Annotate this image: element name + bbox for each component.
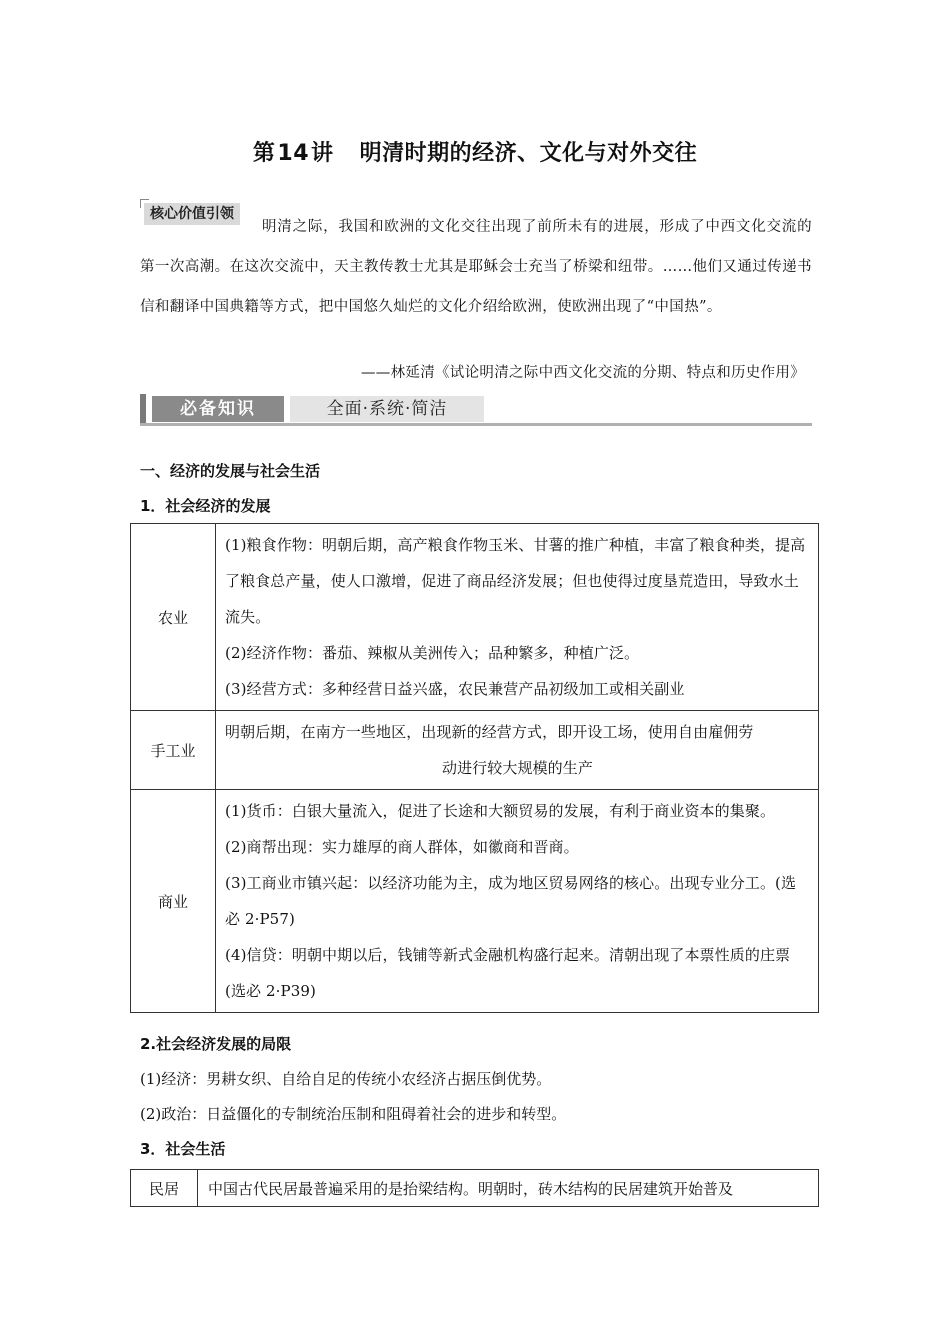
list-item: (4)信贷：明朝中期以后，钱铺等新式金融机构盛行起来。清朝出现了本票性质的庄票(选必 2·P39)	[225, 946, 791, 1000]
table-row	[131, 1170, 819, 1207]
list-item: (2)商帮出现：实力雄厚的商人群体，如徽商和晋商。	[225, 838, 579, 856]
social-life-table	[130, 1169, 819, 1207]
row-label: 民居	[131, 1170, 198, 1207]
table-row	[131, 711, 819, 790]
row-content: 中国古代民居最普遍采用的是抬梁结构。明朝时，砖木结构的民居建筑开始普及	[198, 1170, 819, 1207]
title-number: 14	[277, 141, 310, 166]
banner-bar	[140, 394, 146, 426]
list-item: (1)粮食作物：明朝后期，高产粮食作物玉米、甘薯的推广种植，丰富了粮食种类，提高了粮食总产量，使人口激增，促进了商品经济发展；但也使得过度垦荒造田，导致水土流失。	[225, 536, 806, 626]
banner-rule	[140, 423, 812, 426]
title-text: 明清时期的经济、文化与对外交往	[359, 141, 698, 166]
page-title	[0, 136, 950, 167]
limit-politics: (2)政治：日益僵化的专制统治压制和阻碍着社会的进步和转型。	[140, 1105, 567, 1123]
section-heading: 一、经济的发展与社会生活	[140, 462, 321, 480]
essential-knowledge-banner	[140, 394, 812, 426]
row-content	[216, 790, 819, 1013]
list-item: (3)经营方式：多种经营日益兴盛，农民兼营产品初级加工或相关副业	[225, 680, 685, 698]
list-item: (3)工商业市镇兴起：以经济功能为主，成为地区贸易网络的核心。出现专业分工。(选必 2·P57)	[225, 874, 797, 928]
list-item: 动进行较大规模的生产	[441, 759, 593, 777]
row-label: 手工业	[131, 711, 216, 790]
title-prefix: 第	[252, 141, 276, 166]
intro-paragraph: 明清之际，我国和欧洲的文化交往出现了前所未有的进展，形成了中西文化交流的第一次高潮。在这次交流中，天主教传教士尤其是耶稣会士充当了桥梁和纽带。……他们又通过传递书信和翻译中国典籍等方式，把中国悠久灿烂的文化介绍给欧洲，使欧洲出现了“中国热”。	[140, 219, 812, 315]
row-content	[216, 711, 819, 790]
list-item: (2)经济作物：番茄、辣椒从美洲传入；品种繁多，种植广泛。	[225, 644, 640, 662]
economy-table	[130, 523, 819, 1013]
title-suffix: 讲	[311, 141, 334, 166]
row-label: 商业	[131, 790, 216, 1013]
list-item: (1)货币：白银大量流入，促进了长途和大额贸易的发展，有利于商业资本的集聚。	[225, 802, 776, 820]
row-content	[216, 524, 819, 711]
banner-main-label: 必备知识	[152, 396, 284, 422]
table-row	[131, 790, 819, 1013]
subsection-heading-limits: 2.社会经济发展的局限	[140, 1035, 292, 1053]
banner-sub-label: 全面·系统·简洁	[290, 396, 484, 422]
core-value-badge: 核心价值引领	[144, 203, 240, 225]
row-label: 农业	[131, 524, 216, 711]
subsection-heading-social-life: 3．社会生活	[140, 1140, 226, 1158]
subsection-heading-economy: 1．社会经济的发展	[140, 497, 271, 515]
intro-source: ——林延清《试论明清之际中西文化交流的分期、特点和历史作用》	[361, 365, 805, 381]
list-item: 明朝后期，在南方一些地区，出现新的经营方式，即开设工场，使用自由雇佣劳	[225, 723, 754, 741]
limit-economy: (1)经济：男耕女织、自给自足的传统小农经济占据压倒优势。	[140, 1070, 552, 1088]
table-row	[131, 524, 819, 711]
